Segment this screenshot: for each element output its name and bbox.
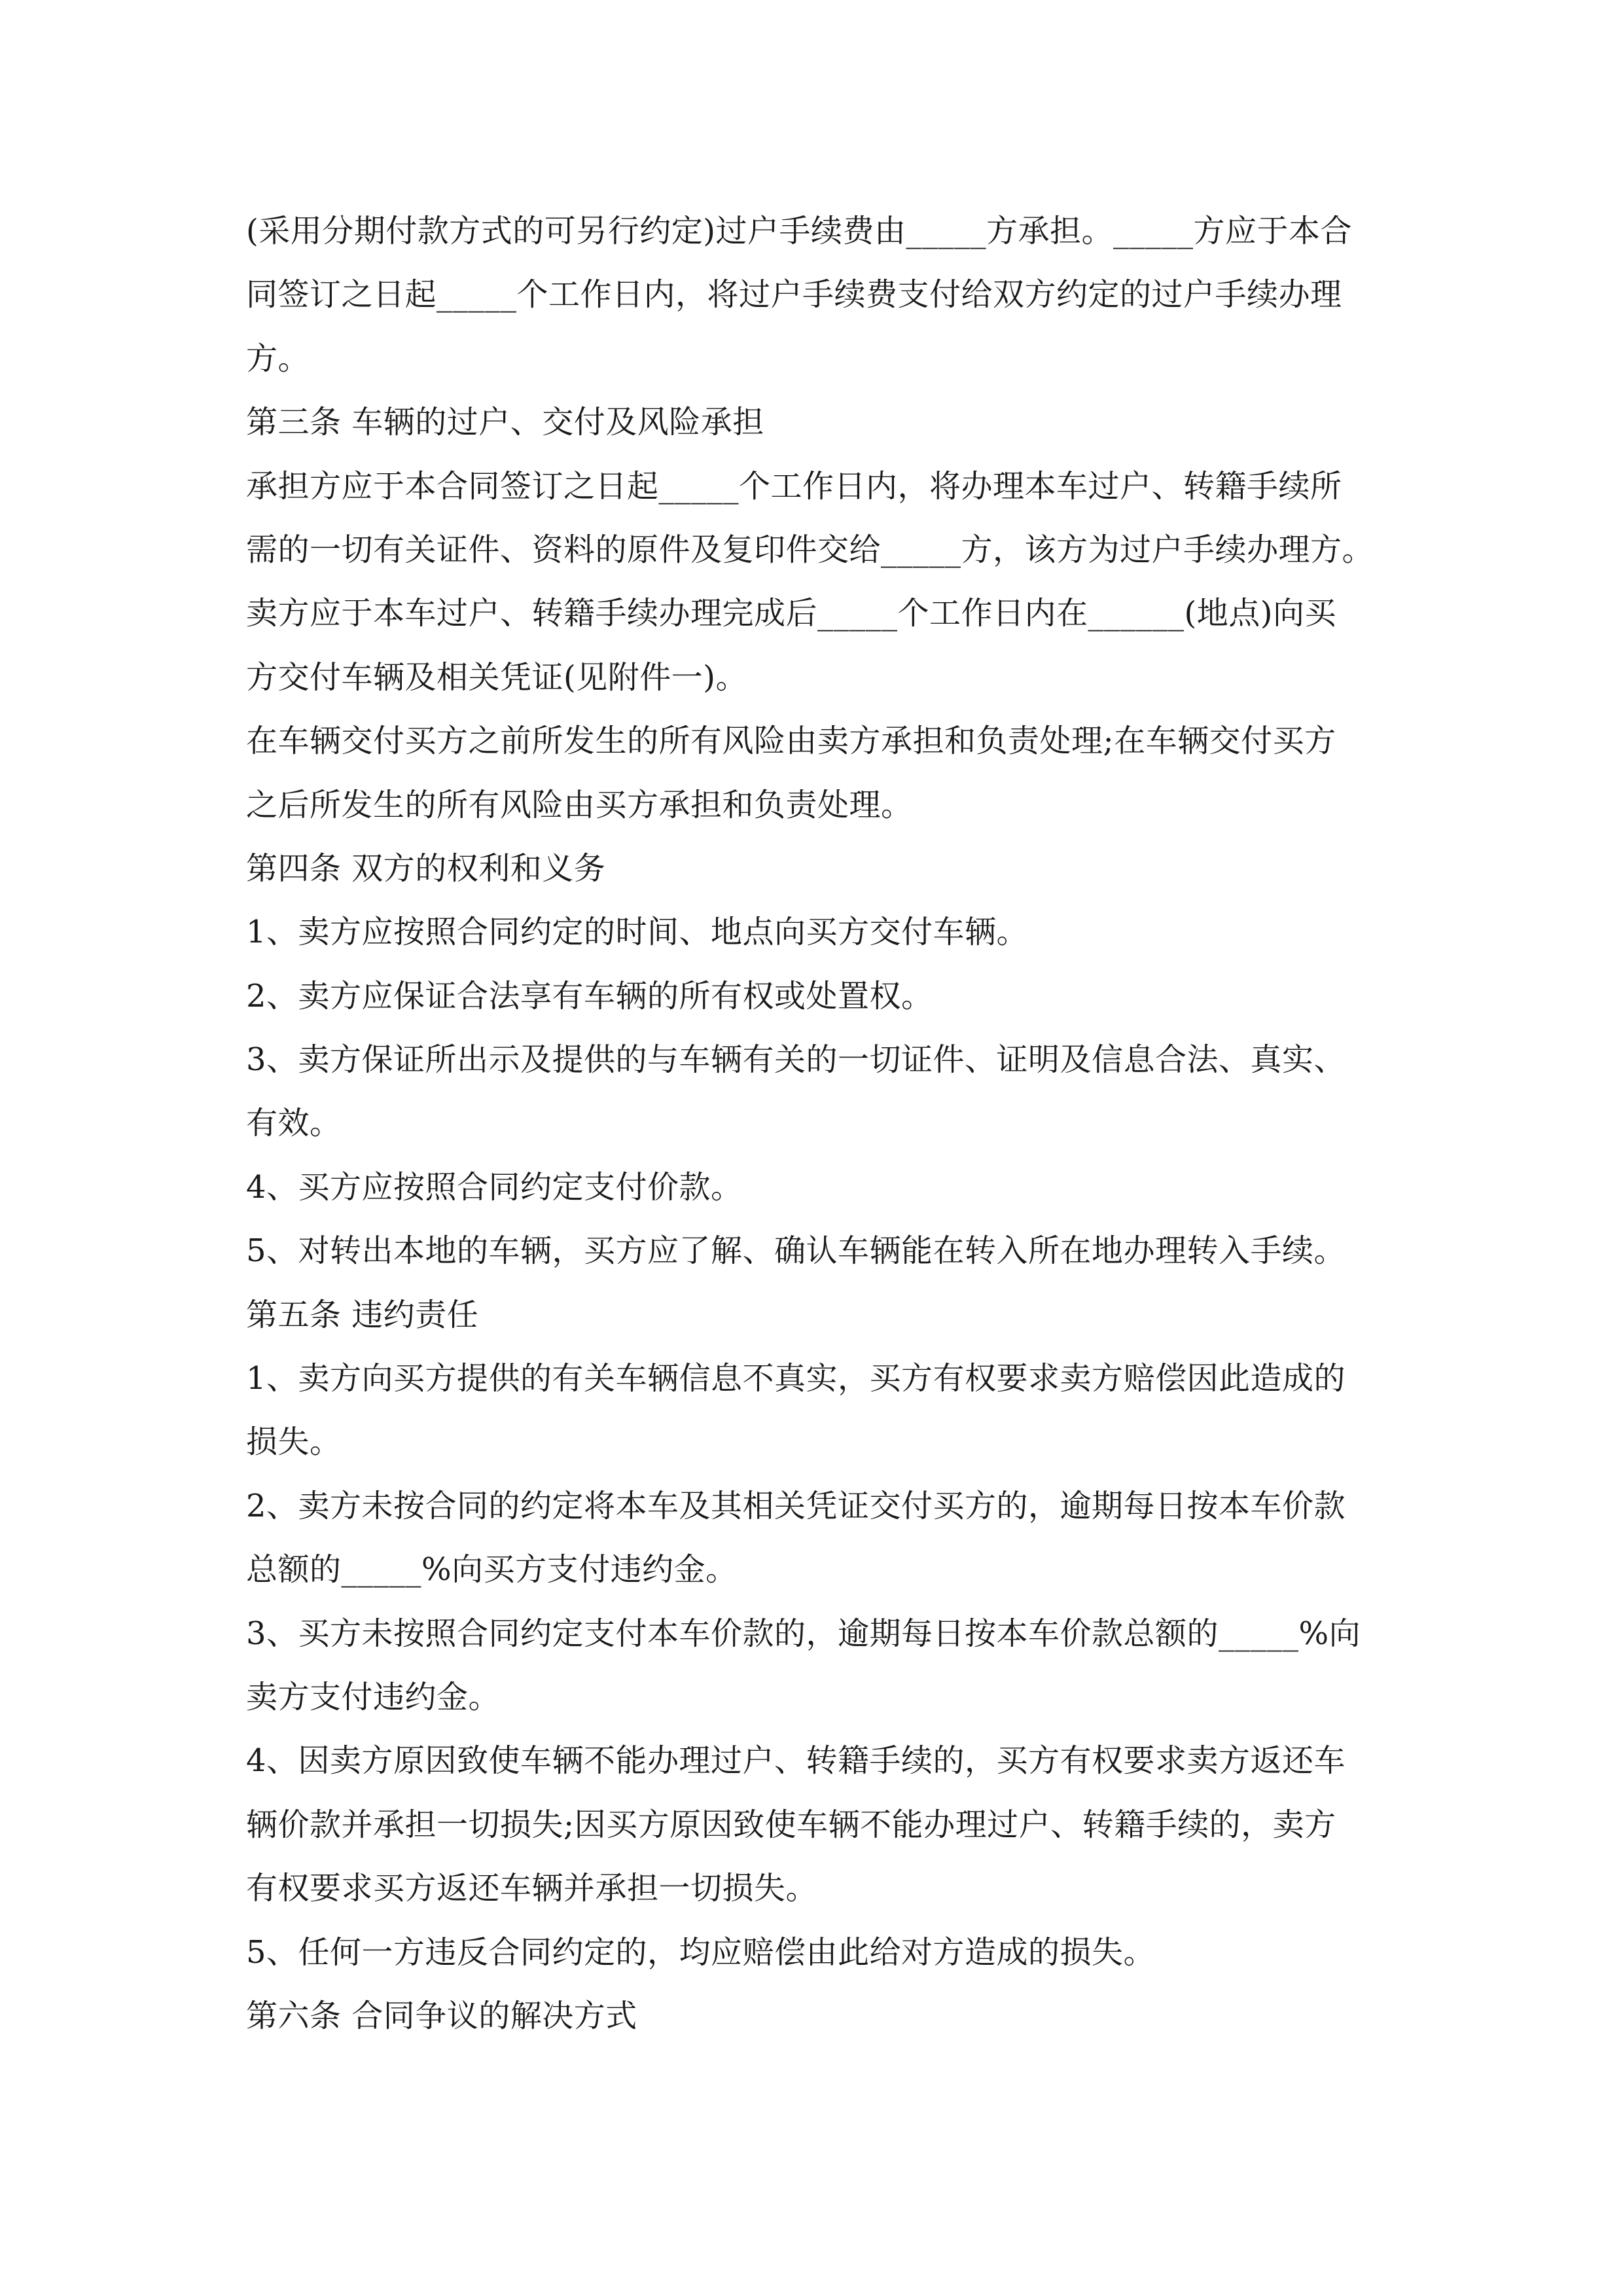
text-line: 3、买方未按照合同约定支付本车价款的，逾期每日按本车价款总额的_____%向 [246,1615,1361,1652]
section-heading: 第六条 合同争议的解决方式 [246,1997,637,2034]
text-line: 总额的_____%向买方支付违约金。 [246,1551,738,1588]
text-line: 有效。 [246,1105,342,1142]
text-line: 方。 [246,340,310,377]
text-line: 1、卖方应按照合同约定的时间、地点向买方交付车辆。 [246,914,1029,951]
text-line: 承担方应于本合同签订之日起_____个工作日内，将办理本车过户、转籍手续所 [246,467,1342,505]
text-line: 同签订之日起_____个工作日内，将过户手续费支付给双方约定的过户手续办理 [246,276,1342,314]
text-line: 辆价款并承担一切损失;因买方原因致使车辆不能办理过户、转籍手续的，卖方 [246,1806,1336,1843]
section-heading: 第五条 违约责任 [246,1296,479,1333]
text-line: 4、买方应按照合同约定支付价款。 [246,1168,743,1206]
text-line: 在车辆交付买方之前所发生的所有风险由卖方承担和负责处理;在车辆交付买方 [246,723,1336,760]
text-line: 需的一切有关证件、资料的原件及复印件交给_____方，该方为过户手续办理方。 [246,531,1374,568]
text-line: 损失。 [246,1424,342,1461]
text-line: 3、卖方保证所出示及提供的与车辆有关的一切证件、证明及信息合法、真实、 [246,1041,1346,1079]
section-heading: 第三条 车辆的过户、交付及风险承担 [246,404,764,441]
text-line: 1、卖方向买方提供的有关车辆信息不真实，买方有权要求卖方赔偿因此造成的 [246,1360,1346,1397]
text-line: 卖方支付违约金。 [246,1678,501,1715]
text-line: 2、卖方未按合同的约定将本车及其相关凭证交付买方的，逾期每日按本车价款 [246,1487,1346,1524]
text-line: 之后所发生的所有风险由买方承担和负责处理。 [246,786,913,823]
text-line: 5、任何一方违反合同约定的，均应赔偿由此给对方造成的损失。 [246,1933,1156,1971]
section-heading: 第四条 双方的权利和义务 [246,850,606,887]
text-line: 2、卖方应保证合法享有车辆的所有权或处置权。 [246,977,933,1014]
text-line: 4、因卖方原因致使车辆不能办理过户、转籍手续的，买方有权要求卖方返还车 [246,1742,1346,1780]
text-line: 方交付车辆及相关凭证(见附件一)。 [246,658,747,696]
text-line: 卖方应于本车过户、转籍手续办理完成后_____个工作日内在______(地点)向买 [246,595,1336,632]
text-line: 5、对转出本地的车辆，买方应了解、确认车辆能在转入所在地办理转入手续。 [246,1232,1346,1270]
document-body [246,200,1385,2048]
text-line: (采用分期付款方式的可另行约定)过户手续费由_____方承担。_____方应于本合 [246,213,1352,249]
text-line: 有权要求买方返还车辆并承担一切损失。 [246,1870,818,1907]
